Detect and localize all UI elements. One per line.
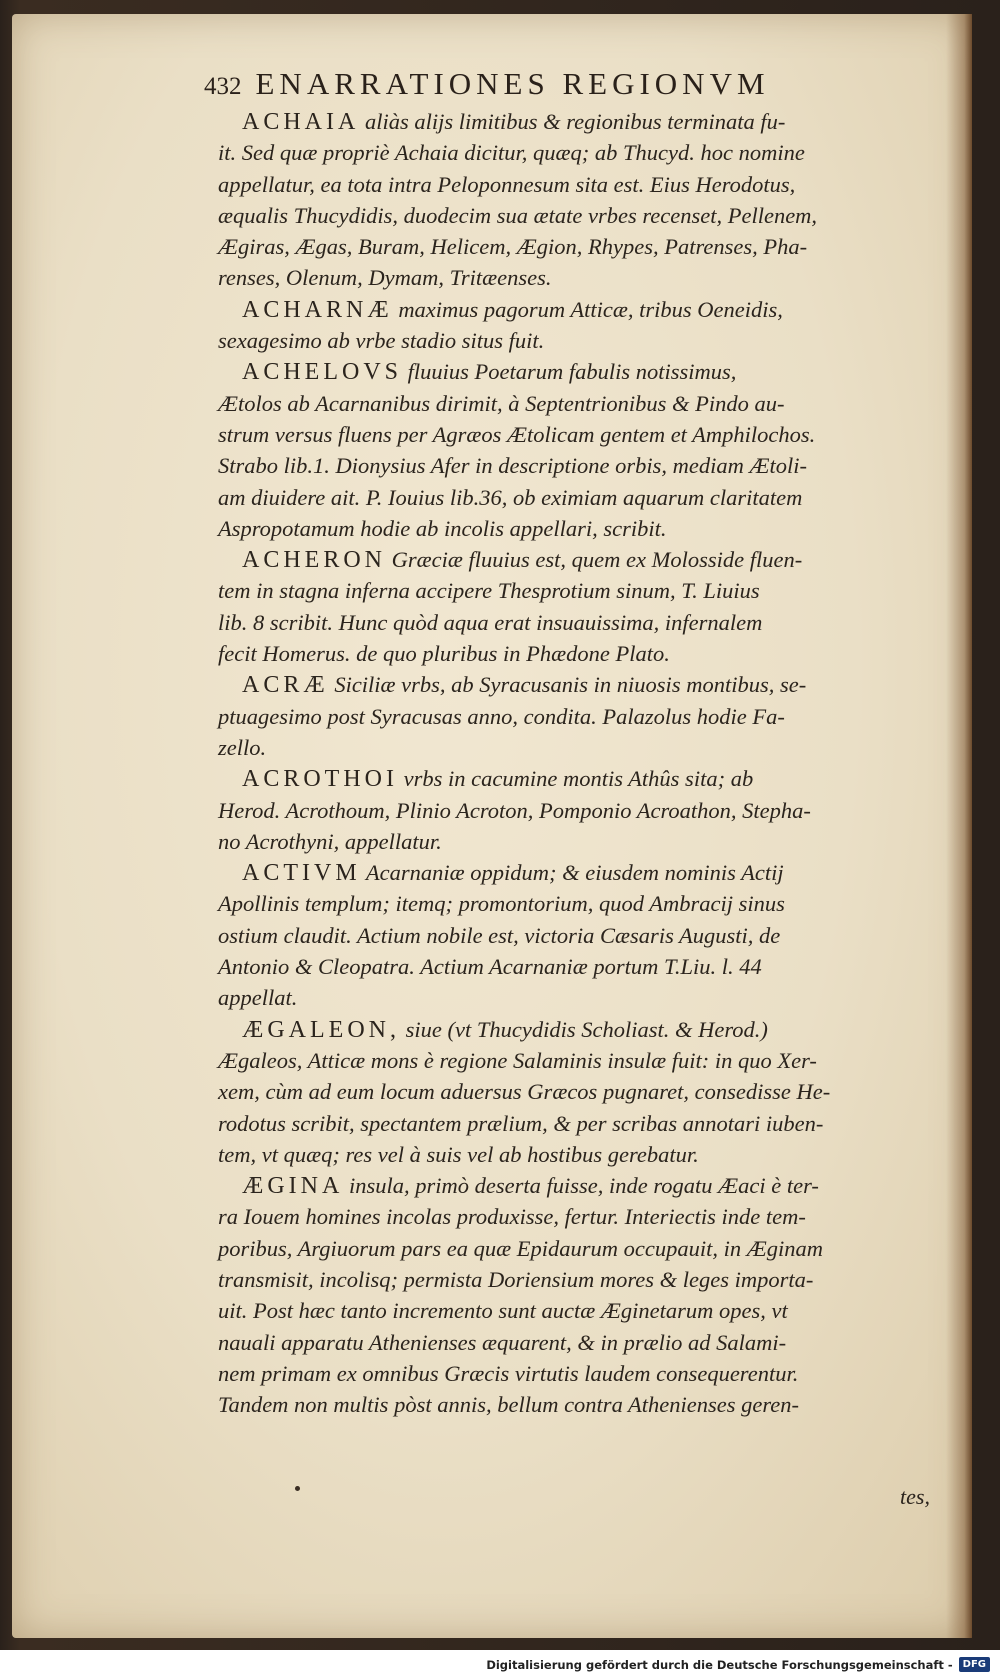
text-line bbox=[218, 701, 942, 732]
text-line bbox=[218, 419, 942, 450]
text-line bbox=[218, 388, 942, 419]
dfg-logo: DFG bbox=[959, 1657, 990, 1672]
text-line bbox=[218, 1389, 942, 1420]
text-line bbox=[218, 1327, 942, 1358]
line-text: xem, cùm ad eum locum aduersus Græcos pugnaret, consedisse He- bbox=[218, 1079, 831, 1105]
text-line bbox=[218, 106, 942, 137]
line-text: siue (vt Thucydidis Scholiast. & Herod.) bbox=[400, 1016, 768, 1042]
text-line bbox=[218, 1045, 942, 1076]
line-text: insula, primò deserta fuisse, inde rogatu Æaci è ter- bbox=[343, 1173, 819, 1199]
line-text: appellatur, ea tota intra Peloponnesum sita est. Eius Herodotus, bbox=[218, 171, 796, 197]
line-text: rodotus scribit, spectantem prælium, & per scribas annotari iuben- bbox=[218, 1110, 824, 1136]
text-line bbox=[218, 732, 942, 763]
line-text: ptuagesimo post Syracusas anno, condita. Palazolus hodie Fa- bbox=[218, 703, 785, 729]
text-line bbox=[218, 450, 942, 481]
line-text: Antonio & Cleopatra. Actium Acarnaniæ portum T.Liu. l. 44 bbox=[218, 954, 762, 980]
entry-headword: ÆGINA bbox=[242, 1173, 344, 1200]
text-line bbox=[218, 1076, 942, 1107]
text-line bbox=[218, 325, 942, 356]
line-text: Tandem non multis pòst annis, bellum contra Athenienses geren- bbox=[218, 1392, 800, 1418]
text-line bbox=[218, 1233, 942, 1264]
entry-headword: ACROTHOI bbox=[242, 766, 398, 793]
line-text: tem, vt quæq; res vel à suis vel ab hostibus gerebatur. bbox=[218, 1141, 699, 1167]
line-text: nauali apparatu Athenienses æquarent, & in prælio ad Salami- bbox=[218, 1329, 787, 1355]
line-text: Apollinis templum; itemq; promontorium, quod Ambracij sinus bbox=[218, 891, 785, 917]
text-line bbox=[218, 1201, 942, 1232]
line-text: Aspropotamum hodie ab incolis appellari, scribit. bbox=[218, 515, 667, 541]
line-text: maximus pagorum Atticæ, tribus Oeneidis, bbox=[392, 296, 783, 322]
entry-headword: ACRÆ bbox=[242, 672, 329, 699]
text-line bbox=[218, 544, 942, 575]
text-block bbox=[218, 106, 942, 1420]
text-line bbox=[218, 231, 942, 262]
line-text: ra Iouem homines incolas produxisse, fertur. Interiectis inde tem- bbox=[218, 1204, 806, 1230]
text-line bbox=[218, 888, 942, 919]
line-text: Ætolos ab Acarnanibus dirimit, à Septentrionibus & Pindo au- bbox=[218, 390, 785, 416]
text-line bbox=[218, 607, 942, 638]
line-text: Siciliæ vrbs, ab Syracusanis in niuosis montibus, se- bbox=[328, 672, 807, 698]
text-line bbox=[218, 638, 942, 669]
text-line bbox=[218, 1358, 942, 1389]
text-line bbox=[218, 920, 942, 951]
line-text: renses, Olenum, Dymam, Tritæenses. bbox=[218, 265, 552, 291]
footer-credit: Digitalisierung gefördert durch die Deutsche Forschungsgemeinschaft - bbox=[486, 1657, 953, 1672]
text-line bbox=[218, 294, 942, 325]
text-line bbox=[218, 1108, 942, 1139]
text-line bbox=[218, 1295, 942, 1326]
line-text: appellat. bbox=[218, 985, 298, 1011]
line-text: æqualis Thucydidis, duodecim sua ætate vrbes recenset, Pellenem, bbox=[218, 202, 818, 228]
text-line bbox=[218, 1139, 942, 1170]
line-text: Acarnaniæ oppidum; & eiusdem nominis Actij bbox=[360, 860, 784, 886]
text-line bbox=[218, 795, 942, 826]
line-text: aliàs alijs limitibus & regionibus terminata fu- bbox=[359, 109, 786, 134]
text-line bbox=[218, 763, 942, 794]
line-text: Ægaleos, Atticæ mons è regione Salaminis insulæ fuit: in quo Xer- bbox=[218, 1047, 817, 1073]
text-line bbox=[218, 1014, 942, 1045]
ink-dot bbox=[295, 1486, 300, 1491]
line-text: strum versus fluens per Agræos Ætolicam gentem et Amphilochos. bbox=[218, 421, 816, 447]
page-edge bbox=[946, 14, 972, 1638]
entry-headword: ACHERON bbox=[242, 547, 387, 574]
line-text: Herod. Acrothoum, Plinio Acroton, Pomponio Acroathon, Stepha- bbox=[218, 797, 811, 823]
text-line bbox=[218, 356, 942, 387]
text-line bbox=[218, 482, 942, 513]
text-line bbox=[218, 1264, 942, 1295]
text-line bbox=[218, 982, 942, 1013]
text-line bbox=[218, 513, 942, 544]
catchword: tes, bbox=[900, 1484, 930, 1509]
text-line bbox=[218, 669, 942, 700]
text-line bbox=[218, 200, 942, 231]
text-line bbox=[218, 951, 942, 982]
line-text: lib. 8 scribit. Hunc quòd aqua erat insuauissima, infernalem bbox=[218, 609, 763, 635]
line-text: tem in stagna inferna accipere Thesprotium sinum, T. Liuius bbox=[218, 578, 760, 604]
footer-bar bbox=[0, 1650, 1000, 1679]
line-text: poribus, Argiuorum pars ea quæ Epidaurum occupauit, in Æginam bbox=[218, 1235, 824, 1261]
line-text: uit. Post hæc tanto incremento sunt auctæ Æginetarum opes, vt bbox=[218, 1298, 788, 1324]
text-line bbox=[218, 262, 942, 293]
text-line bbox=[218, 826, 942, 857]
page-header bbox=[204, 66, 904, 106]
line-text: sexagesimo ab vrbe stadio situs fuit. bbox=[218, 328, 545, 354]
line-text: fecit Homerus. de quo pluribus in Phædone Plato. bbox=[218, 641, 670, 667]
entry-headword: ACTIVM bbox=[242, 860, 361, 887]
line-text: vrbs in cacumine montis Athûs sita; ab bbox=[398, 766, 754, 792]
text-line bbox=[218, 857, 942, 888]
entry-headword: ACHAIA bbox=[242, 109, 360, 135]
line-text: it. Sed quæ propriè Achaia dicitur, quæq; ab Thucyd. hoc nomine bbox=[218, 140, 805, 166]
text-line bbox=[218, 137, 942, 168]
entry-headword: ACHELOVS bbox=[242, 359, 403, 386]
running-title: ENARRATIONES REGIONVM bbox=[255, 66, 770, 101]
entry-headword: ACHARNÆ bbox=[242, 296, 393, 323]
line-text: zello. bbox=[218, 734, 267, 760]
line-text: ostium claudit. Actium nobile est, victoria Cæsaris Augusti, de bbox=[218, 922, 781, 948]
line-text: Græciæ fluuius est, quem ex Molosside fluen- bbox=[386, 547, 803, 573]
line-text: no Acrothyni, appellatur. bbox=[218, 828, 442, 854]
entry-headword: ÆGALEON, bbox=[242, 1016, 400, 1043]
page-number: 432 bbox=[204, 73, 242, 100]
line-text: transmisit, incolisq; permista Doriensium mores & leges importa- bbox=[218, 1266, 814, 1292]
line-text: nem primam ex omnibus Græcis virtutis laudem consequerentur. bbox=[218, 1360, 799, 1386]
line-text: am diuidere ait. P. Iouius lib.36, ob eximiam aquarum claritatem bbox=[218, 484, 803, 510]
line-text: Strabo lib.1. Dionysius Afer in descriptione orbis, mediam Ætoli- bbox=[218, 453, 807, 479]
text-line bbox=[218, 1170, 942, 1201]
line-text: fluuius Poetarum fabulis notissimus, bbox=[402, 359, 737, 385]
text-line bbox=[218, 575, 942, 606]
text-line bbox=[218, 169, 942, 200]
line-text: Ægiras, Ægas, Buram, Helicem, Ægion, Rhypes, Patrenses, Pha- bbox=[218, 234, 808, 260]
